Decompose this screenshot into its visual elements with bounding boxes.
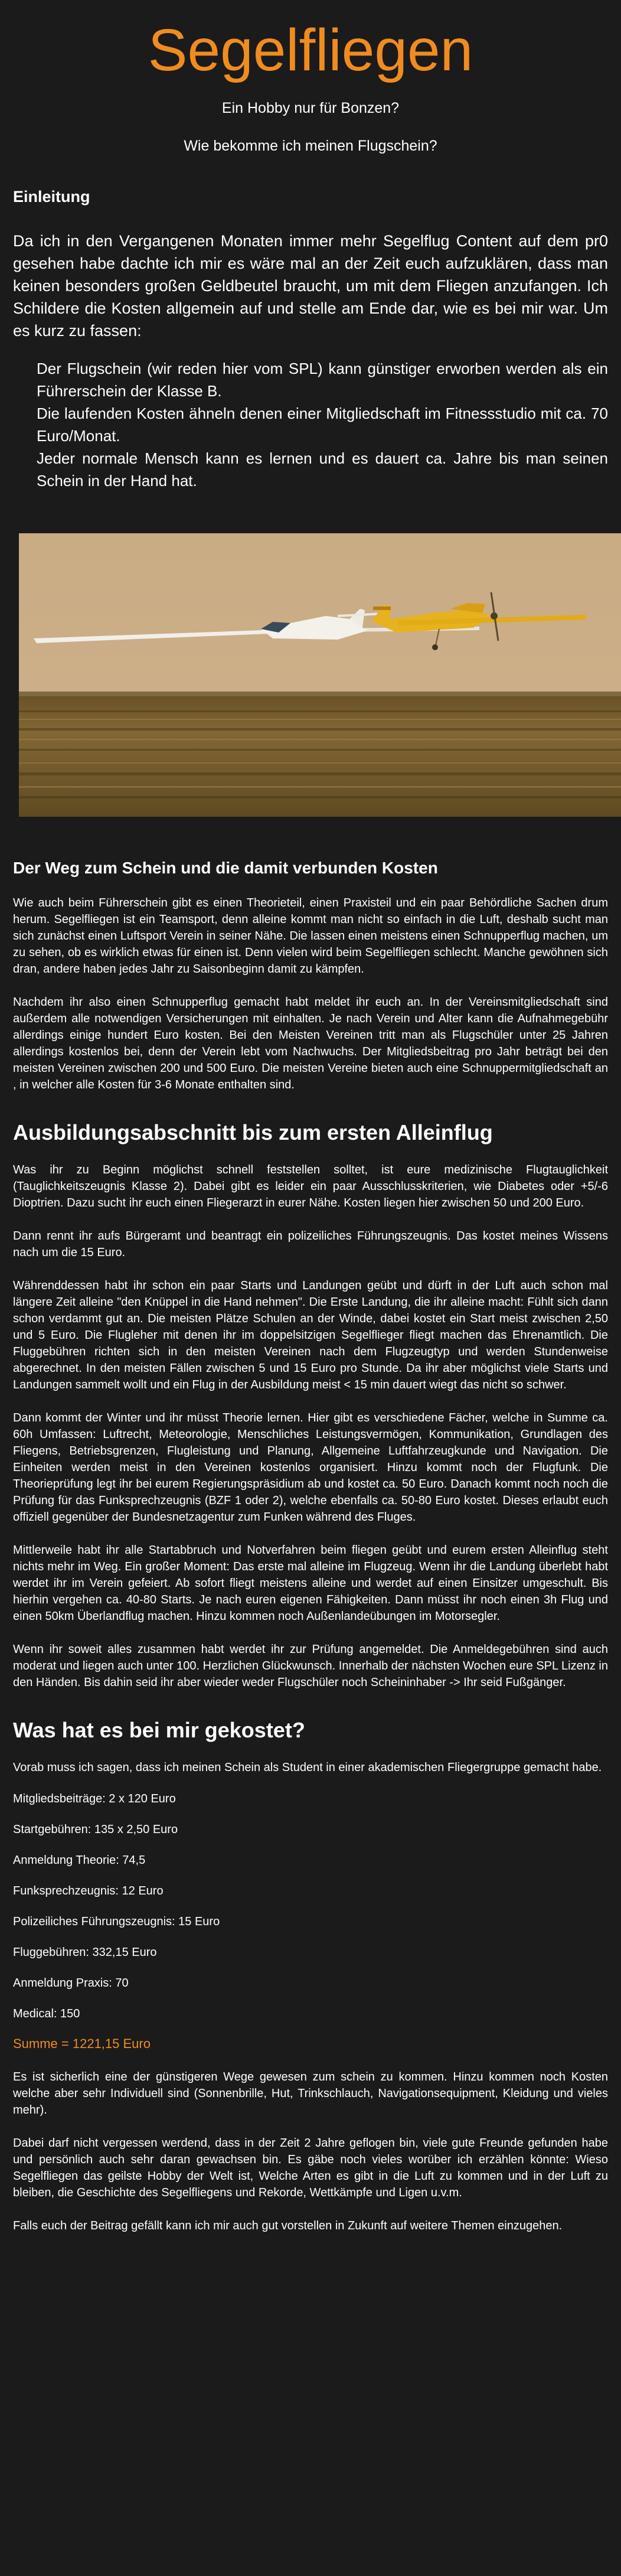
intro-paragraph: Da ich in den Vergangenen Monaten immer mehr Segelflug Content auf dem pr0 gesehen habe dachte ich mir es wäre mal an der Zeit euch aufzuklären, dass man keinen besonders großen Geldbeutel braucht, um mit dem Fliegen anzufangen. Ich Schildere die Kosten allgemein auf und stelle am Ende dar, wie es bei mir war. Um es kurz zu fassen: <box>13 232 608 340</box>
summary-blockquote <box>37 357 608 492</box>
paragraph: Wie auch beim Führerschein gibt es einen Theorieteil, einen Praxisteil und ein paar Behördliche Sachen drum herum. Segelfliegen ist ein Teamsport, denn alleine kommt man nicht so einfach in die Luft, deshalb sucht man sich zunächst einen Luftsport Verein in seiner Nähe. Die lassen einen meistens einen Schnupperflug machen, um zu sehen, ob es wirklich etwas für einen ist. Denn vielen wird beim Segelfliegen schlecht. Manche gewöhnen sich dran, andere haben jedes Jahr zu Saisonbeginn damit zu kämpfen. <box>13 896 608 976</box>
subtitle-hobby: Ein Hobby nur für Bonzen? <box>221 100 400 116</box>
cost-item: Anmeldung Theorie: 74,5 <box>13 1854 146 1867</box>
paragraph: Was ihr zu Beginn möglichst schnell feststellen solltet, ist eure medizinische Flugtauglichkeit (Tauglichkeitszeugnis Klasse 2). Dabei gibt es leider ein paar Ausschlusskriterien, wie Diabetes oder +5/-6 Dioptrien. Dazu sucht ihr euch einen Fliegerarzt in eurer Nähe. Kosten liegen hier zwischen 50 und 200 Euro. <box>13 1163 608 1209</box>
glider-photo-illustration <box>19 533 621 817</box>
paragraph: Vorab muss ich sagen, dass ich meinen Schein als Student in einer akademischen Fliegergruppe gemacht habe. <box>13 1761 602 1774</box>
glider-tow-photo <box>19 533 621 817</box>
paragraph: Nachdem ihr also einen Schnupperflug gemacht habt meldet ihr euch an. In der Vereinsmitgliedschaft sind außerdem alle notwendigen Versicherungen mit einhalten. Je nach Verein und Alter kann die Aufnahmegebühr allerdings einige hundert Euro kosten. Bei den Meisten Vereinen tritt man als Flugschüler unter 25 Jahren allerdings kostenlos bei, denn der Verein lebt vom Nachwuchs. Der Mitgliedsbeitrag pro Jahr beträgt bei den meisten Vereinen zwischen 200 und 500 Euro. Die meisten Vereine bieten auch eine Schnuppermitgliedschaft an , in welcher alle Kosten für 3-6 Monate enthalten sind. <box>13 996 608 1091</box>
cost-item: Polizeiliches Führungszeugnis: 15 Euro <box>13 1915 220 1928</box>
paragraph: Es ist sicherlich eine der günstigeren Wege gewesen zum schein zu kommen. Hinzu kommen noch Kosten welche aber sehr Individuell sind (Sonnenbrille, Hut, Trinkschlauch, Navigationsequipment, Kleidung und vieles mehr). <box>13 2070 608 2117</box>
section-heading-weg-zum-schein: Der Weg zum Schein und die damit verbunden Kosten <box>13 859 438 877</box>
cost-item: Startgebühren: 135 x 2,50 Euro <box>13 1823 178 1836</box>
cost-item: Anmeldung Praxis: 70 <box>13 1977 129 1990</box>
cost-item: Mitgliedsbeiträge: 2 x 120 Euro <box>13 1792 176 1805</box>
cost-item: Fluggebühren: 332,15 Euro <box>13 1946 157 1959</box>
paragraph: Dann rennt ihr aufs Bürgeramt und beantragt ein polizeiliches Führungszeugnis. Das kostet meines Wissens nach um die 15 Euro. <box>13 1230 608 1259</box>
section-heading-ausbildung: Ausbildungsabschnitt bis zum ersten Alleinflug <box>13 1120 493 1144</box>
quote-line: Der Flugschein (wir reden hier vom SPL) kann günstiger erworben werden als ein Führerschein der Klasse B. <box>37 360 608 400</box>
section-heading-kosten: Was hat es bei mir gekostet? <box>13 1718 305 1742</box>
paragraph: Falls euch der Beitrag gefällt kann ich mir auch gut vorstellen in Zukunft auf weitere Themen einzugehen. <box>13 2219 563 2232</box>
page-title: Segelfliegen <box>148 17 473 83</box>
quote-line: Jeder normale Mensch kann es lernen und es dauert ca. Jahre bis man seinen Schein in der Hand hat. <box>37 449 608 490</box>
quote-line: Die laufenden Kosten ähneln denen einer Mitgliedschaft im Fitnessstudio mit ca. 70 Euro/Monat. <box>37 405 608 445</box>
subtitle-flugschein: Wie bekomme ich meinen Flugschein? <box>184 138 437 154</box>
paragraph: Mittlerweile habt ihr alle Startabbruch und Notverfahren beim fliegen geübt und eurem ersten Alleinflug steht nichts mehr im Weg. Ein großer Moment: Das erste mal alleine im Flugzeug. Wenn ihr die Landung überlebt habt werdet ihr im Verein gefeiert. Ab sofort fliegt meistens alleine und werdet auf einen Einsitzer umgeschult. Bis hierhin vergehen ca. 40-80 Starts. Je nach euren eigenen Fähigkeiten. Dann müsst ihr noch einen 3h Flug und einen 50km Überlandflug machen. Hinzu kommen noch Außenlandeübungen im Motorsegler. <box>13 1544 608 1623</box>
cost-item: Funksprechzeugnis: 12 Euro <box>13 1884 164 1897</box>
paragraph: Wenn ihr soweit alles zusammen habt werdet ihr zur Prüfung angemeldet. Die Anmeldegebühren sind auch moderat und liegen auch unter 100. Herzlichen Glückwunsch. Innerhalb der nächsten Wochen eure SPL Lizenz in den Händen. Bis dahin seid ihr aber wieder weder Flugschüler noch Scheininhaber -> Ihr seid Fußgänger. <box>13 1643 608 1689</box>
intro-heading: Einleitung <box>13 188 90 206</box>
paragraph: Währenddessen habt ihr schon ein paar Starts und Landungen geübt und dürft in der Luft auch schon mal längere Zeit alleine "den Knüppel in die Hand nehmen". Die Erste Landung, die ihr alleine macht: Fühlt sich dann schon verdammt gut an. Die meisten Plätze Schulen an der Winde, dabei kostet ein Start meist zwischen 2,50 und 5 Euro. Die Flugleher mit denen ihr im doppelsitzigen Segelflieger fliegt machen das Ehrenamtlich. Die Fluggebühren richten sich in den meisten Vereinen nach dem Flugzeugtyp und werden Stundenweise abgerechnet. In den meisten Fällen zwischen 5 und 15 Euro pro Stunde. Da ihr aber möglichst viele Starts und Landungen sammelt wollt und ein Flug in der Ausbildung meist < 15 min dauert wiegt das nicht so schwer. <box>13 1279 608 1391</box>
cost-sum: Summe = 1221,15 Euro <box>13 2036 151 2051</box>
paragraph: Dann kommt der Winter und ihr müsst Theorie lernen. Hier gibt es verschiedene Fächer, welche in Summe ca. 60h Umfassen: Luftrecht, Meteorologie, Menschliches Leistungsvermögen, Kommunikation, Grundlagen des Fliegens, Betriebsgrenzen, Flugleistung und Planung, Allgemeine Luftfahrzeugkunde und Navigation. Die Einheiten werden meist in den Vereinen kostenlos organisiert. Hinzu kommt noch der Flugfunk. Die Theorieprüfung legt ihr bei eurem Regierungspräsidium ab und kostet ca. 50 Euro. Danach kommt noch noch die Prüfung für das Funksprechzeugnis (BZF 1 oder 2), welche ebenfalls ca. 50-80 Euro kostet. Dieses erlaubt euch offiziell gegenüber der Bundesnetzagentur zum Funken während des Fluges. <box>13 1411 608 1524</box>
paragraph: Dabei darf nicht vergessen werdend, dass in der Zeit 2 Jahre geflogen bin, viele gute Freunde gefunden habe und persönlich auch sehr daran gewachsen bin. Es gäbe noch vieles worüber ich erzählen könnte: Wieso Segelfliegen das geilste Hobby der Welt ist, Welche Arten es gibt in die Luft zu kommen und in der Luft zu bleiben, die Geschichte des Segelfliegens und Rekorde, Wettkämpfe und Ligen u.v.m. <box>13 2137 608 2199</box>
cost-item: Medical: 150 <box>13 2007 80 2020</box>
